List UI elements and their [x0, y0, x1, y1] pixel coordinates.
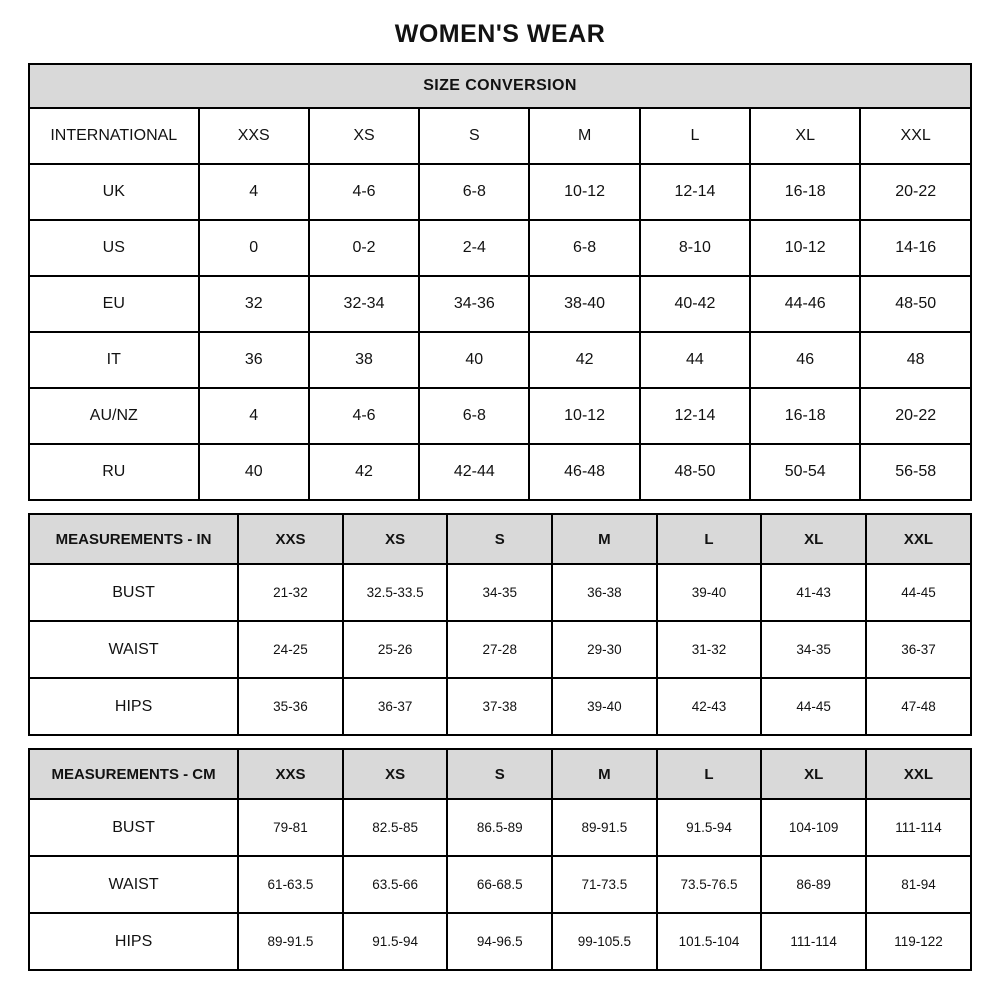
- header-cell: XXS: [199, 108, 309, 164]
- measurement-label: HIPS: [29, 678, 238, 735]
- size-conversion-title: SIZE CONVERSION: [29, 64, 971, 108]
- header-cell: M: [529, 108, 639, 164]
- measurement-value: 81-94: [866, 856, 971, 913]
- size-value: 34-36: [419, 276, 529, 332]
- size-value: 36: [199, 332, 309, 388]
- measurement-label: BUST: [29, 564, 238, 621]
- size-value: 40: [199, 444, 309, 500]
- size-value: 8-10: [640, 220, 750, 276]
- measurement-value: 66-68.5: [447, 856, 552, 913]
- measurement-value: 32.5-33.5: [343, 564, 448, 621]
- size-value: 4: [199, 388, 309, 444]
- size-value: 10-12: [750, 220, 860, 276]
- size-value: 10-12: [529, 388, 639, 444]
- measurement-value: 37-38: [447, 678, 552, 735]
- header-cell: INTERNATIONAL: [29, 108, 199, 164]
- table-row: [29, 444, 971, 500]
- measurement-value: 89-91.5: [552, 799, 657, 856]
- table-row: [29, 220, 971, 276]
- measurement-value: 63.5-66: [343, 856, 448, 913]
- size-value: 16-18: [750, 388, 860, 444]
- size-value: 16-18: [750, 164, 860, 220]
- size-value: 12-14: [640, 388, 750, 444]
- size-value: 2-4: [419, 220, 529, 276]
- size-value: 44: [640, 332, 750, 388]
- size-value: 38: [309, 332, 419, 388]
- header-cell: M: [552, 514, 657, 564]
- size-value: 46-48: [529, 444, 639, 500]
- region-label: IT: [29, 332, 199, 388]
- page-title: WOMEN'S WEAR: [394, 20, 606, 48]
- header-cell: XXS: [238, 749, 343, 799]
- size-value: 12-14: [640, 164, 750, 220]
- measurement-value: 35-36: [238, 678, 343, 735]
- table-row: [29, 678, 971, 735]
- header-cell: L: [657, 749, 762, 799]
- size-value: 4: [199, 164, 309, 220]
- header-row: [29, 108, 971, 164]
- header-cell: M: [552, 749, 657, 799]
- size-value: 56-58: [860, 444, 971, 500]
- measurement-value: 39-40: [657, 564, 762, 621]
- region-label: EU: [29, 276, 199, 332]
- header-cell: L: [657, 514, 762, 564]
- table-row: [29, 856, 971, 913]
- region-label: US: [29, 220, 199, 276]
- header-row: [29, 514, 971, 564]
- measurement-value: 24-25: [238, 621, 343, 678]
- measurement-value: 104-109: [761, 799, 866, 856]
- measurement-value: 36-38: [552, 564, 657, 621]
- size-value: 42-44: [419, 444, 529, 500]
- measurements-cm-title: MEASUREMENTS - CM: [29, 749, 238, 799]
- header-cell: XXL: [866, 514, 971, 564]
- size-conversion-table: [28, 63, 972, 501]
- measurement-value: 99-105.5: [552, 913, 657, 970]
- size-value: 14-16: [860, 220, 971, 276]
- header-cell: XL: [750, 108, 860, 164]
- size-value: 42: [529, 332, 639, 388]
- measurement-value: 71-73.5: [552, 856, 657, 913]
- size-value: 0-2: [309, 220, 419, 276]
- measurements-in-title: MEASUREMENTS - IN: [29, 514, 238, 564]
- measurement-value: 47-48: [866, 678, 971, 735]
- size-value: 42: [309, 444, 419, 500]
- size-value: 32-34: [309, 276, 419, 332]
- header-cell: XS: [309, 108, 419, 164]
- header-row: [29, 749, 971, 799]
- measurements-cm-table: [28, 748, 972, 971]
- region-label: UK: [29, 164, 199, 220]
- size-value: 40: [419, 332, 529, 388]
- header-cell: XXL: [860, 108, 971, 164]
- size-value: 0: [199, 220, 309, 276]
- table-row: [29, 913, 971, 970]
- measurement-value: 73.5-76.5: [657, 856, 762, 913]
- size-value: 40-42: [640, 276, 750, 332]
- measurement-value: 89-91.5: [238, 913, 343, 970]
- size-value: 20-22: [860, 164, 971, 220]
- size-value: 50-54: [750, 444, 860, 500]
- size-value: 46: [750, 332, 860, 388]
- region-label: RU: [29, 444, 199, 500]
- size-value: 44-46: [750, 276, 860, 332]
- measurements-in-table: [28, 513, 972, 736]
- measurement-value: 91.5-94: [657, 799, 762, 856]
- table-row: [29, 621, 971, 678]
- measurement-value: 27-28: [447, 621, 552, 678]
- table-row: [29, 564, 971, 621]
- size-value: 20-22: [860, 388, 971, 444]
- measurement-value: 31-32: [657, 621, 762, 678]
- measurement-value: 79-81: [238, 799, 343, 856]
- measurement-label: BUST: [29, 799, 238, 856]
- size-value: 48-50: [860, 276, 971, 332]
- measurement-value: 34-35: [447, 564, 552, 621]
- header-cell: S: [419, 108, 529, 164]
- header-cell: XXL: [866, 749, 971, 799]
- region-label: AU/NZ: [29, 388, 199, 444]
- header-cell: S: [447, 749, 552, 799]
- table-band-row: [29, 64, 971, 108]
- measurement-value: 86.5-89: [447, 799, 552, 856]
- table-row: [29, 164, 971, 220]
- header-cell: XL: [761, 514, 866, 564]
- measurement-label: WAIST: [29, 621, 238, 678]
- size-value: 38-40: [529, 276, 639, 332]
- size-value: 48: [860, 332, 971, 388]
- measurement-value: 61-63.5: [238, 856, 343, 913]
- measurement-label: WAIST: [29, 856, 238, 913]
- size-value: 6-8: [529, 220, 639, 276]
- measurement-value: 39-40: [552, 678, 657, 735]
- size-value: 48-50: [640, 444, 750, 500]
- measurement-value: 111-114: [761, 913, 866, 970]
- measurement-value: 36-37: [343, 678, 448, 735]
- size-value: 4-6: [309, 388, 419, 444]
- measurement-value: 111-114: [866, 799, 971, 856]
- measurement-value: 34-35: [761, 621, 866, 678]
- measurement-value: 101.5-104: [657, 913, 762, 970]
- header-cell: L: [640, 108, 750, 164]
- table-row: [29, 799, 971, 856]
- header-cell: S: [447, 514, 552, 564]
- table-row: [29, 276, 971, 332]
- measurement-value: 41-43: [761, 564, 866, 621]
- measurement-value: 21-32: [238, 564, 343, 621]
- size-value: 6-8: [419, 164, 529, 220]
- measurement-label: HIPS: [29, 913, 238, 970]
- size-value: 32: [199, 276, 309, 332]
- header-cell: XL: [761, 749, 866, 799]
- measurement-value: 29-30: [552, 621, 657, 678]
- size-value: 10-12: [529, 164, 639, 220]
- measurement-value: 94-96.5: [447, 913, 552, 970]
- table-row: [29, 332, 971, 388]
- measurement-value: 82.5-85: [343, 799, 448, 856]
- measurement-value: 86-89: [761, 856, 866, 913]
- measurement-value: 91.5-94: [343, 913, 448, 970]
- table-row: [29, 388, 971, 444]
- measurement-value: 25-26: [343, 621, 448, 678]
- measurement-value: 119-122: [866, 913, 971, 970]
- size-value: 4-6: [309, 164, 419, 220]
- header-cell: XS: [343, 749, 448, 799]
- measurement-value: 44-45: [866, 564, 971, 621]
- measurement-value: 36-37: [866, 621, 971, 678]
- measurement-value: 42-43: [657, 678, 762, 735]
- header-cell: XS: [343, 514, 448, 564]
- header-cell: XXS: [238, 514, 343, 564]
- size-value: 6-8: [419, 388, 529, 444]
- measurement-value: 44-45: [761, 678, 866, 735]
